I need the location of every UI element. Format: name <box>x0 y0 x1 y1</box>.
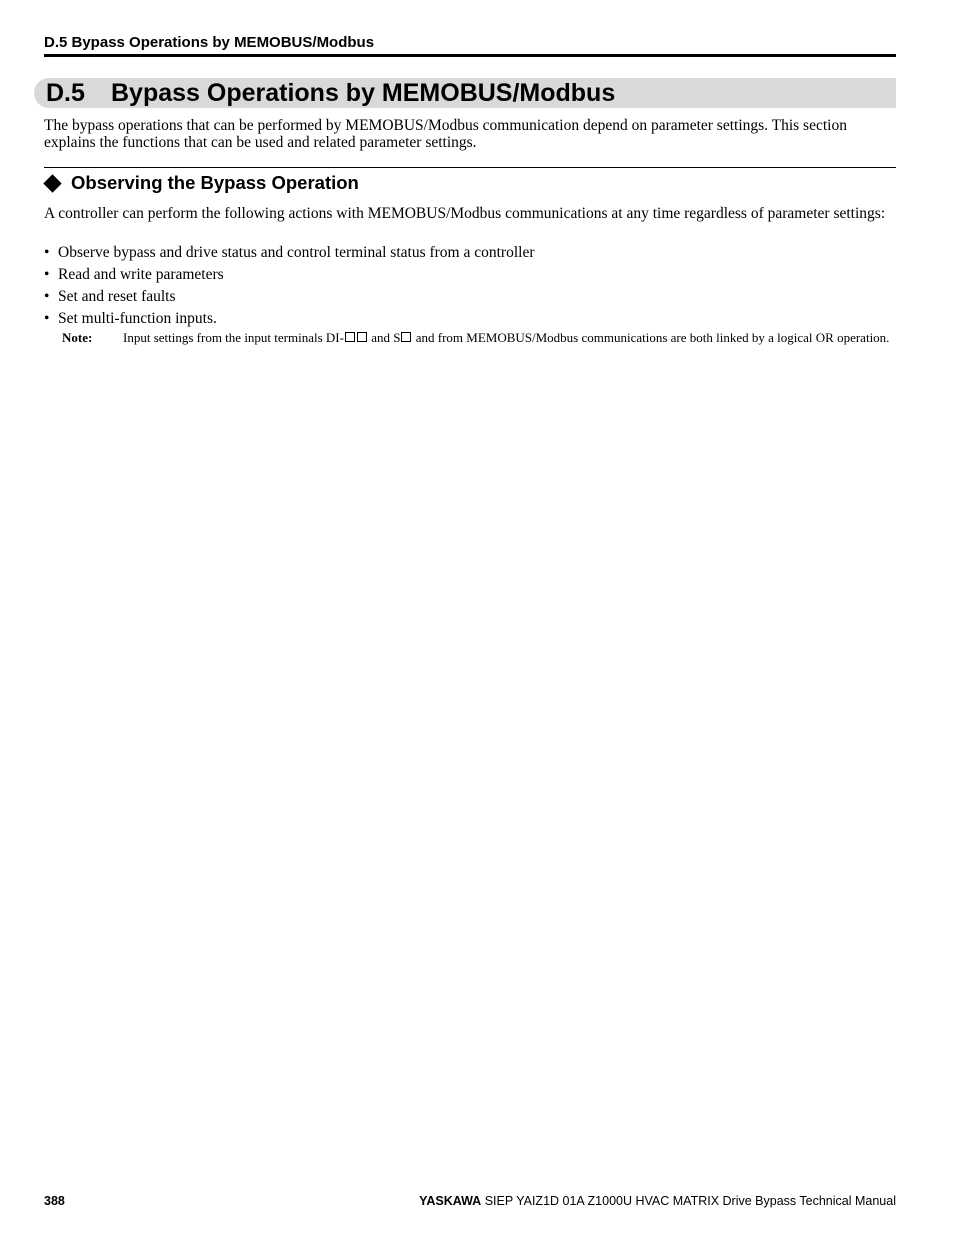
placeholder-box-icon <box>345 332 355 342</box>
list-item: • Observe bypass and drive status and control terminal status from a controller <box>44 244 535 261</box>
subsection-rule <box>44 167 896 168</box>
list-item: • Set and reset faults <box>44 288 176 305</box>
bullet-glyph: • <box>44 266 50 283</box>
note-label: Note: <box>62 330 93 345</box>
subsection-paragraph: A controller can perform the following actions with MEMOBUS/Modbus communications at any time regardless of parameter settings: <box>44 205 886 222</box>
bullet-glyph: • <box>44 244 50 261</box>
section-heading <box>46 78 615 108</box>
page-number: 388 <box>44 1194 65 1208</box>
bullet-glyph: • <box>44 288 50 305</box>
list-item: • Read and write parameters <box>44 266 224 283</box>
footer-manual-title <box>419 1194 896 1209</box>
diamond-bullet-icon <box>43 174 61 192</box>
section-intro: The bypass operations that can be performed by MEMOBUS/Modbus communication depend on parameter settings. This section explains the functions that can be used and related parameter settings. <box>44 117 847 151</box>
header-rule <box>44 54 896 57</box>
section-number: D.5 <box>46 79 85 107</box>
bullet-glyph: • <box>44 310 50 327</box>
footer-brand: YASKAWA <box>419 1194 482 1208</box>
list-item: • Set multi-function inputs. <box>44 310 217 327</box>
placeholder-box-icon <box>357 332 367 342</box>
note-text: Input settings from the input terminals DI- and S and from MEMOBUS/Modbus communications are both linked by a logical OR operation. <box>123 330 890 345</box>
subsection-title: Observing the Bypass Operation <box>71 172 359 193</box>
action-list <box>44 243 896 331</box>
section-title-text: Bypass Operations by MEMOBUS/Modbus <box>111 79 616 107</box>
placeholder-box-icon <box>401 332 411 342</box>
running-header: D.5 Bypass Operations by MEMOBUS/Modbus <box>44 34 375 51</box>
footer-manual-name: SIEP YAIZ1D 01A Z1000U HVAC MATRIX Drive Bypass Technical Manual <box>484 1194 896 1208</box>
subsection-heading <box>44 172 359 194</box>
